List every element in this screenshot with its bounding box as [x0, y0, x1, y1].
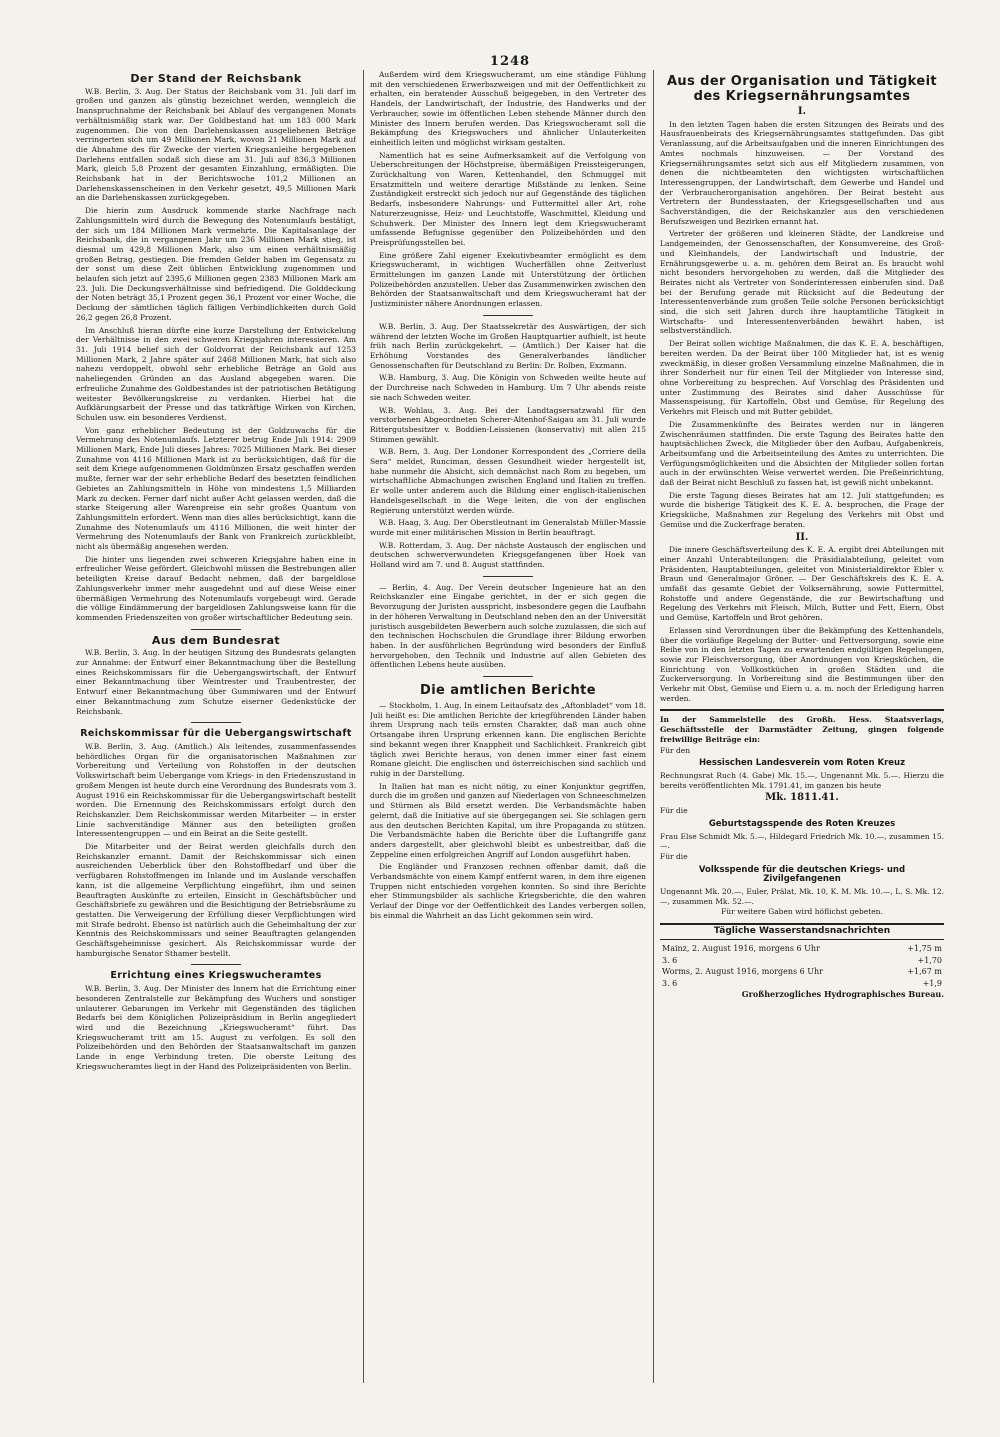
newspaper-page [76, 48, 944, 1383]
water-signature: Großherzogliches Hydrographisches Bureau. [741, 988, 944, 999]
fund-label: Für die [660, 851, 688, 861]
article-paragraph: W.B. Berlin, 3. Aug. Der Status der Reichsbank vom 31. Juli darf im großen und ganzen als günstig bezeichnet werden, wenngleich die Inanspruchnahme der Reichsbank bei Ablauf des vergangenen Monats verhältnismäßig stark war. Der Goldbestand hat um 183 000 Mark zugenommen. Die von den Darlehenskassen ausgeliehenen Beträge verringerten sich um 49 Millionen Mark, wovon 21 Millionen Mark auf die Abnahme des für Zwecke der vierten Kriegsanleihe hergegebenen Darlehens entfallen sodaß sich diese am 31. Juli auf 836,3 Millionen Mark, gleich 5,8 Prozent der gesamten Einzahlung, ermäßigten. Die Reichsbank hat in der Berichtswoche 101,2 Millionen an Darlehenskassenscheinen in den Verkehr gesetzt, 49,5 Millionen Mark an die Darlehenskassen zurückgegeben. [76, 86, 356, 203]
article-paragraph: Die hinter uns liegenden zwei schweren Kriegsjahre haben eine in erfreulicher Weise gefördert. Gleichwohl müssen die Bestrebungen aller beteiligten Kreise darauf Bedacht nehmen, daß der bargeldlose Zahlungsverkehr immer mehr ausgedehnt und auf diese Weise einer übermäßigen Vermehrung des Notenumlaufs vorgebeugt wird. Gerade die völlige Eindämmerung der bargeldlosen Zahlungsweise kann für die kommenden Friedenszeiten von großer wirtschaftlicher Bedeutung sein. [76, 554, 356, 622]
article-paragraph: Die Zusammenkünfte des Beirates werden nur in längeren Zwischenräumen stattfinden. Die erste Tagung des Beirates hatte den hauptsächlichen Zweck, die Mitglieder über den Aufbau, Aufgabenkreis, Arbeitsumfang und die Arbeitseinteilung des Amtes zu unterrichten. Die Verfügungsmöglichkeiten und die Absichten der Mitglieder sollen fortan auch in der erwünschten Weise verwertet werden. Die Preßeinrichtung, daß der Beirat nicht Beschluß zu fassen hat, ist gewiß nicht unbekannt. [660, 419, 944, 488]
article-paragraph: Im Anschluß hieran dürfte eine kurze Darstellung der Entwickelung der Verhältnisse in den zwei schweren Kriegsjahren interessieren. Am 31. Juli 1914 belief sich der Goldvorrat der Reichsbank auf 1253 Millionen Mark, 2 Jahre später auf 2468 Millionen Mark, hat sich also nahezu verdoppelt, obwohl sehr erhebliche Beträge an Gold aus naheliegenden Gründen an das Ausland abgegeben waren. Die erfreuliche Zunahme des Goldbestandes ist der patriotischen Betätigung weitester Bevölkerungskreise zu verdanken. Hierbei hat die Aufklärungsarbeit der Presse und das tatkräftige Wirken von Kirchen, Schulen usw. ein besonderes Verdienst. [76, 325, 356, 422]
news-item: W.B. Berlin, 3. Aug. Der Staatssekretär des Auswärtigen, der sich während der letzten Woche im Großen Hauptquartier aufhielt, ist heute früh nach Berlin zurückgekehrt. — (Amtlich.) Der Kaiser hat die Erhöhung Vorstandes des Generalverbandes ländlicher Genossenschaften für Deutschland zu Berlin: Dr. Rolben, Exzmann. [370, 321, 646, 370]
page-number: 1248 [489, 54, 531, 69]
fund-label: Für die [660, 806, 688, 816]
headline-kriegsernaehrungsamt: Aus der Organisation und Tätigkeit des Kriegsernährungsamtes [666, 74, 938, 104]
separator [483, 315, 533, 316]
water-place: 3. 6 [662, 978, 678, 988]
fund-sum: Mk. 1811.41. [765, 792, 839, 804]
water-place: Mainz, 2. August 1916, morgens 6 Uhr [662, 943, 820, 953]
news-item: W.B. Rotterdam, 3. Aug. Der nächste Austausch der englischen und deutschen schwerverwundeten Kriegsgefangenen über Hoek van Holland wird am 7. und 8. August stattfinden. [370, 540, 646, 570]
donations-footer: Für weitere Gaben wird höflichst gebeten. [721, 907, 883, 917]
separator [483, 576, 533, 577]
article-paragraph: W.B. Berlin, 3. Aug. (Amtlich.) Als leitendes, zusammenfassendes behördliches Organ für die organisatorischen Maßnahmen zur Vorbereitung und Verteilung von Rohstoffen in der deutschen Volkswirtschaft beim Uebergange vom Kriegs- in den Friedenszustand in großem Mengen ist heute durch eine Verordnung des Bundesrats vom 3. August 1916 ein Reichskommissar für die Uebergangswirtschaft bestellt worden. Die Ernennung des Reichskommissars erfolgt durch den Reichskanzler. Dem Reichskommissar werden Mitarbeiter — in erster Linie sachverständige Männer aus den beteiligten großen Interessentengruppen — und ein Beirat an die Seite gestellt. [76, 742, 356, 839]
separator [483, 676, 533, 677]
table-row [660, 943, 944, 955]
article-paragraph: Von ganz erheblicher Bedeutung ist der Goldzuwachs für die Vermehrung des Notenumlaufs. Letzterer betrug Ende Juli 1914: 2909 Millionen Mark, Ende Juli dieses Jahres: 7025 Millionen Mark. Bei dieser Zunahme von 4116 Millionen Mark ist zu berücksichtigen, daß für die seit dem Kriege aufgenommenen Goldmünzen Ersatz geschaffen werden mußte, ferner war der sehr erhebliche Bedarf des besetzten feindlichen Gebietes an Zahlungsmitteln in Höhe von mindestens 1,5 Milliarden Mark zu decken. Ferner darf nicht außer Acht gelassen werden, daß die starke Steigerung aller Warenpreise ein sehr großes Quantum von Zahlungsmitteln erfordert. Wenn man dies alles berücksichtigt, kann die Zunahme des Notenumlaufs um 4116 Millionen, die weit hinter der Vermehrung des Notenumlaufs der Bank von Frankreich zurückbleibt, nicht als übermäßig angesehen werden. [76, 425, 356, 552]
water-levels-table [660, 943, 944, 990]
article-paragraph: Die erste Tagung dieses Beirates hat am 12. Juli stattgefunden; es wurde die bisherige Tätigkeit des K. E. A. besprochen, die Frage der Kriegsküche, Maßnahmen zur Regelung des Verkehrs mit Obst und Gemüse und die Zuckerfrage beraten. [660, 490, 944, 529]
section-number: I. [797, 106, 807, 117]
donations-intro: In der Sammelstelle des Großh. Hess. Staatsverlags, Geschäftsstelle der Darmstädter Zeitung, gingen folgende freiwillige Beiträge ein: [660, 715, 944, 744]
headline-reichskommissar: Reichskommissar für die Uebergangswirtschaft [80, 728, 352, 740]
article-paragraph: In den letzten Tagen haben die ersten Sitzungen des Beirats und des Hausfrauenbeirats des Kriegsernährungsamtes stattgefunden. Das gibt Veranlassung, auf die Arbeitsaufgaben und die inneren Einrichtungen des Amtes nochmals hinzuweisen. — Der Vorstand des Kriegsernährungsamtes setzt sich aus elf Mitgliedern zusammen, von denen die nichtbeamteten den wichtigsten wirtschaftlichen Interessengruppen, der Landwirtschaft, dem Gewerbe und Handel und der Verbraucherorganisation angehören. Der Beirat besteht aus Vertretern der Bundesstaaten, der Kriegsgesellschaften und aus Sachverständigen, die der Reichskanzler aus den verschiedenen Berufszweigen und Bezirken ernannt hat. [660, 119, 944, 226]
article-paragraph: W.B. Berlin, 3. Aug. In der heutigen Sitzung des Bundesrats gelangten zur Annahme: der Entwurf einer Bekanntmachung über die Bestellung eines Reichskommissars für die Uebergangswirtschaft, der Entwurf einer Bekanntmachung über Weintrester und Traubentrester, der Entwurf einer Bekanntmachung über Gummiwaren und der Entwurf einer Bekanntmachung zum Schutze eiserner Gedenkstücke der Reichsbank. [76, 648, 356, 716]
news-item: W.B. Wohlau, 3. Aug. Bei der Landtagsersatzwahl für den verstorbenen Abgeordneten Scherer-Altenhof-Saigau am 31. Juli wurde Rittergutsbesitzer v. Boddien-Leissienen (konservativ) mit allen 215 Stimmen gewählt. [370, 405, 646, 444]
headline-amtliche-berichte: Die amtlichen Berichte [420, 683, 596, 699]
water-value: +1,70 [917, 955, 942, 965]
water-levels-title: Tägliche Wasserstandsnachrichten [660, 923, 944, 940]
table-row [660, 978, 944, 990]
article-paragraph: Vertreter der größeren und kleineren Städte, der Landkreise und Landgemeinden, der Genossenschaften, der Konsumvereine, des Groß- und Kleinhandels, der Landwirtschaft und Industrie, der Ernährungsgewerbe u. a. m. gehören dem Beirat an. Es braucht wohl nicht besonders hervorgehoben zu werden, daß die Mitglieder des Beirates nicht als Vertreter von Sonderinteressen einberufen sind. Daß bei der Berufung gerade mit Rücksicht auf die Bedeutung der Interessentenverbände zum großen Teile solche Personen berücksichtigt sind, die sich seit Jahren durch ihre hauptamtliche Tätigkeit in Wirtschafts- und Interessentenverbänden bewährt haben, ist selbstverständlich. [660, 229, 944, 336]
fund-text: Ungenannt Mk. 20.—, Euler, Prälat, Mk. 10, K. M. Mk. 10.—, L. S. Mk. 12.—, zusammen Mk. 52.—. [660, 887, 944, 906]
article-paragraph: Die hierin zum Ausdruck kommende starke Nachfrage nach Zahlungsmitteln wird durch die Bewegung des Notenumlaufs bestätigt, der sich um 184 Millionen Mark vermehrte. Die Kapitalsanlage der Reichsbank, die in vergangenen Jahr um 236 Millionen Mark stieg, ist diesmal um 429,8 Millionen Mark, also um einen verhältnismäßig großen Betrag, gestiegen. Die fremden Gelder haben im Gegensatz zu der sonst um diese Zeit üblichen Entwicklung zugenommen und belaufen sich jetzt auf 2395,6 Millionen gegen 2383 Millionen Mark am 23. Juli. Die Deckungsverhältnisse sind befriedigend. Die Golddeckung der Noten beträgt 35,1 Prozent gegen 36,1 Prozent vor einer Woche, die Deckung der sämtlichen täglich fälligen Verbindlichkeiten durch Gold 26,2 gegen 26,8 Prozent. [76, 206, 356, 322]
column-3 [660, 70, 944, 1383]
news-item: W.B. Haag, 3. Aug. Der Oberstleutnant im Generalstab Müller-Massie wurde mit einer militärischen Mission in Berlin beauftragt. [370, 518, 646, 537]
article-paragraph: Außerdem wird dem Kriegswucheramt, um eine ständige Fühlung mit den verschiedenen Erwerbszweigen und mit der Oeffentlichkeit zu erhalten, ein beratender Ausschuß beigegeben, in den Vertreter des Handels, der Landwirtschaft, der Industrie, des Handwerks und der Verbraucher, sowie im öffentlichen Leben stehende Männer durch den Minister des Innern berufen werden. Das Kriegswucheramt soll die Bekämpfung des Kriegswuchers und ähnlicher Unlauterkeiten einheitlich leiten und möglichst wirksam gestalten. [370, 70, 646, 147]
water-place: Worms, 2. August 1916, morgens 6 Uhr [662, 967, 824, 977]
table-row [660, 966, 944, 978]
separator [191, 722, 241, 723]
article-paragraph: Die innere Geschäftsverteilung des K. E. A. ergibt drei Abteilungen mit einer Anzahl Unterabteilungen: die Präsidialabteilung, geleitet vom Präsidenten, Hauptabteilungen, geleitet von Ministerialdirektor Ebler v. Braun und Generalmajor Gröner. — Der Geschäftskreis des K. E. A. umfaßt das gesamte Gebiet der Volksernährung, sowie Futtermittel, Rohstoffe und andere Gegenstände, die zur Bewirtschaftung und Regelung des Verkehrs mit Fleisch, Milch, Butter und Fett, Eiern, Obst und Gemüse, Kartoffeln und Brot gehören. [660, 545, 944, 623]
water-value: +1,9 [922, 978, 942, 988]
donations-box [660, 709, 944, 917]
news-item: — Berlin, 4. Aug. Der Verein deutscher Ingenieure hat an den Reichskanzler eine Eingabe gerichtet, in der er sich gegen die Bevorzugung der Juristen ausspricht, insbesondere gegen die Laufbahn in der höheren Verwaltung in Deutschland neben den an der Universität juristisch ausgebildeten Bewerbern auch solche zuzulassen, die sich auf den technischen Hochschulen die Grundlage ihrer Bildung erworben haben. In der ausführlichen Begründung wird besonders der Einfluß hervorgehoben, den Technik und Industrie auf allen Gebieten des öffentlichen Lebens heute ausüben. [370, 582, 646, 670]
fund-title: Hessischen Landesverein vom Roten Kreuz [698, 758, 906, 769]
news-item: W.B. Bern, 3. Aug. Der Londoner Korrespondent des „Corriere della Sera“ meldet, Runciman, dessen Gesundheit wieder hergestellt ist, habe nunmehr die Absicht, sich demnächst nach Rom zu begeben, um wirtschaftliche Abmachungen zwischen England und Italien zu treffen. Er wolle unter anderem auch die Bildung einer englisch-italienischen Handelsgesellschaft in die Wege leiten, die von der englischen Regierung unterstützt werden würde. [370, 447, 646, 515]
column-rule [363, 70, 364, 1383]
article-paragraph: Die Mitarbeiter und der Beirat werden gleichfalls durch den Reichskanzler ernannt. Damit der Reichskommissar sich einen ausreichenden Ueberblick über den Rohstoffbedarf und über die verfügbaren Rohstoffmengen im Inlande und im Auslande verschaffen kann, ist die allgemeine Verpflichtung eingeführt, ihm und seinen Beauftragten Auskünfte zu erteilen, Einsicht in Geschäftsbücher und Geschäftsbriefe zu gewähren und die Besichtigung der Betriebsräume zu gestatten. Die Verweigerung der Erfüllung dieser Verpflichtungen wird mit Strafe bedroht. Ebenso ist natürlich auch die Geheimhaltung der zur Kenntnis des Reichskommissars und seiner Beauftragten gelangenden Geschäftsgeheimnisse gesichert. Als Reichskommissar wurde der hamburgische Senator Sthamer bestellt. [76, 842, 356, 958]
headline-reichsbank: Der Stand der Reichsbank [130, 72, 302, 85]
column-2 [370, 70, 646, 1383]
section-number: II. [795, 531, 809, 543]
table-row [660, 955, 944, 967]
article-paragraph: — Stockholm, 1. Aug. In einem Leitaufsatz des „Aftonbladet“ vom 18. Juli heißt es: Die amtlichen Berichte der kriegführenden Länder haben ihrem Ursprung nach teils ernsten Charakter, daß man auch ohne Ortsangabe ihren Ursprung erkennen kann. Die englischen Berichte sind bekannt wegen ihrer Knappheit und Sachlichkeit. Frankreich gibt täglich zwei Berichte heraus, von denen immer einer fast einem Romane gleicht. Die englischen und österreichischen sind sachlich und ruhig in der Darstellung. [370, 701, 646, 778]
column-rule [653, 70, 654, 1383]
water-place: 3. 6 [662, 955, 678, 965]
article-paragraph: Eine größere Zahl eigener Exekutivbeamter ermöglicht es dem Kriegswucheramt, in wichtigen Wucherfällen ohne Zeitverlust Ermittelungen im ganzen Lande mit Unterstützung der örtlichen Polizeibehörden anzustellen. Ueber das Zusammenwirken zwischen den Behörden der Staatsanwaltschaft und dem Kriegswucheramt hat der Justizminister nähere Anordnungen erlassen. [370, 250, 646, 309]
fund-text: Frau Else Schmidt Mk. 5.—, Hildegard Friedrich Mk. 10.—, zusammen 15.—. [660, 831, 944, 851]
fund-label: Für den [660, 745, 691, 755]
article-paragraph: Der Beirat sollen wichtige Maßnahmen, die das K. E. A. beschäftigen, bereiten werden. Da der Beirat über 100 Mitglieder hat, ist es wenig zweckmäßig, in dieser großen Versammlung einzelne Maßnahmen, die in ihrer Sonderheit nur für einen Teil der Mitglieder von Interesse sind, ohne Vorbereitung zu besprechen. Auf Vorschlag des Präsidenten und unter Zustimmung des Beirates sind daher Ausschüsse für Massenspeisung, für Kartoffeln, Obst und Gemüse, für Regelung des Verkehrs mit Fleisch und mit Butter gebildet. [660, 339, 944, 417]
separator [191, 629, 241, 630]
article-paragraph: Die Engländer und Franzosen rechnen offenbar damit, daß die Verbandsmächte von einem Kampf entfernt waren, in dem ihre eigenen Truppen nicht entschieden vorgehen konnten. So sind ihre Berichte eher Stimmungsbilder als sachliche Kriegsberichte, die den wahren Verlauf der Dinge vor der Oeffentlichkeit des Landes verbergen sollen, bis einmal die Wahrheit an das Licht gekommen sein wird. [370, 862, 646, 920]
article-paragraph: Erlassen sind Verordnungen über die Bekämpfung des Kettenhandels, über die vorläufige Regelung der Butter- und Fettversorgung, sowie eine Reihe von in den letzten Tagen zu erwartenden endgültigen Regelungen, sowie zur Fleischversorgung, über Anordnungen von Kriegsküchen, die Einrichtung von Vollkostküchen in großen Städten und die Zuckerversorgung. In Vorbereitung sind die Bestimmungen über den Verkehr mit Obst, Gemüse und Eiern u. a. m. noch der Erledigung harren werden. [660, 625, 944, 703]
separator [191, 964, 241, 965]
headline-kriegswucheramt: Errichtung eines Kriegswucheramtes [110, 970, 322, 982]
column-1 [76, 70, 356, 1383]
article-paragraph: Namentlich hat es seine Aufmerksamkeit auf die Verfolgung von Ueberschreitungen der Höchstpreise, übermäßigen Preissteigerungen, Zurückhaltung von Waren, Kettenhandel, den Schmuggel mit Ersatzmitteln und weitere derartige Mißstände zu lenken. Seine Zuständigkeit erstreckt sich jedoch nur auf Gegenstände des täglichen Bedarfs, insbesondere Nahrungs- und Futtermittel aller Art, rohe Naturerzeugnisse, Heiz- und Leuchtstoffe, Waschmittel, Kleidung und Schuhwerk. Der Minister des Innern legt dem Kriegswucheramt umfassende Befugnisse gegenüber den Polizeibehörden und den Preisprüfungsstellen bei. [370, 150, 646, 247]
water-value: +1,67 m [907, 967, 942, 977]
water-value: +1,75 m [907, 943, 942, 953]
article-paragraph: W.B. Berlin, 3. Aug. Der Minister des Innern hat die Errichtung einer besonderen Zentralstelle zur Bekämpfung des Wuchers und sonstiger unlauterer Gebarungen im Verkehr mit Gegenständen des täglichen Bedarfs bei dem Königlichen Polizeipräsidium in Berlin angegliedert wird und die Bezeichnung „Kriegswucheramt“ führt. Das Kriegswucheramt tritt am 15. August zu verfolgen. Es soll den Polizeibehörden und den Behörden der Staatsanwaltschaft im ganzen Lande in enge Verbindung treten. Die oberste Leitung des Kriegswucheramtes liegt in der Hand des Polizeipräsidenten von Berlin. [76, 984, 356, 1071]
fund-title: Geburtstagsspende des Roten Kreuzes [708, 818, 896, 829]
fund-title: Volksspende für die deutschen Kriegs- und Zivilgefangenen [698, 864, 906, 885]
fund-text: Rechnungsrat Ruch (4. Gabe) Mk. 15.—, Ungenannt Mk. 5.—. Hierzu die bereits veröffentlichten Mk. 1791.41, im ganzen bis heute [660, 771, 944, 790]
news-item: W.B. Hamburg, 3. Aug. Die Königin von Schweden weilte heute auf der Durchreise nach Schweden in Hamburg. Um 7 Uhr abends reiste sie nach Schweden weiter. [370, 373, 646, 402]
article-paragraph: In Italien hat man es nicht nötig, zu einer Konjunktur gegriffen, durch die im großen und ganzen auf Niederlagen von Schneeschmelzen und Stürmen als Bild ersetzt werden. Die Verbandsmächte haben gelernt, daß die Initiative auf sie übergegangen sei. Sie schlagen gern aus den deutschen Berichten Kapital, um ihre Propaganda zu stützen. Die Verbandsmächte haben die Berichte über die Luftangriffe ganz anders dargestellt, aber gleichwohl bleibt es unbestreitbar, daß die Zeppeline einen erfolgreichen Angriff auf London ausgeführt haben. [370, 781, 646, 859]
headline-bundesrat: Aus dem Bundesrat [151, 633, 281, 647]
